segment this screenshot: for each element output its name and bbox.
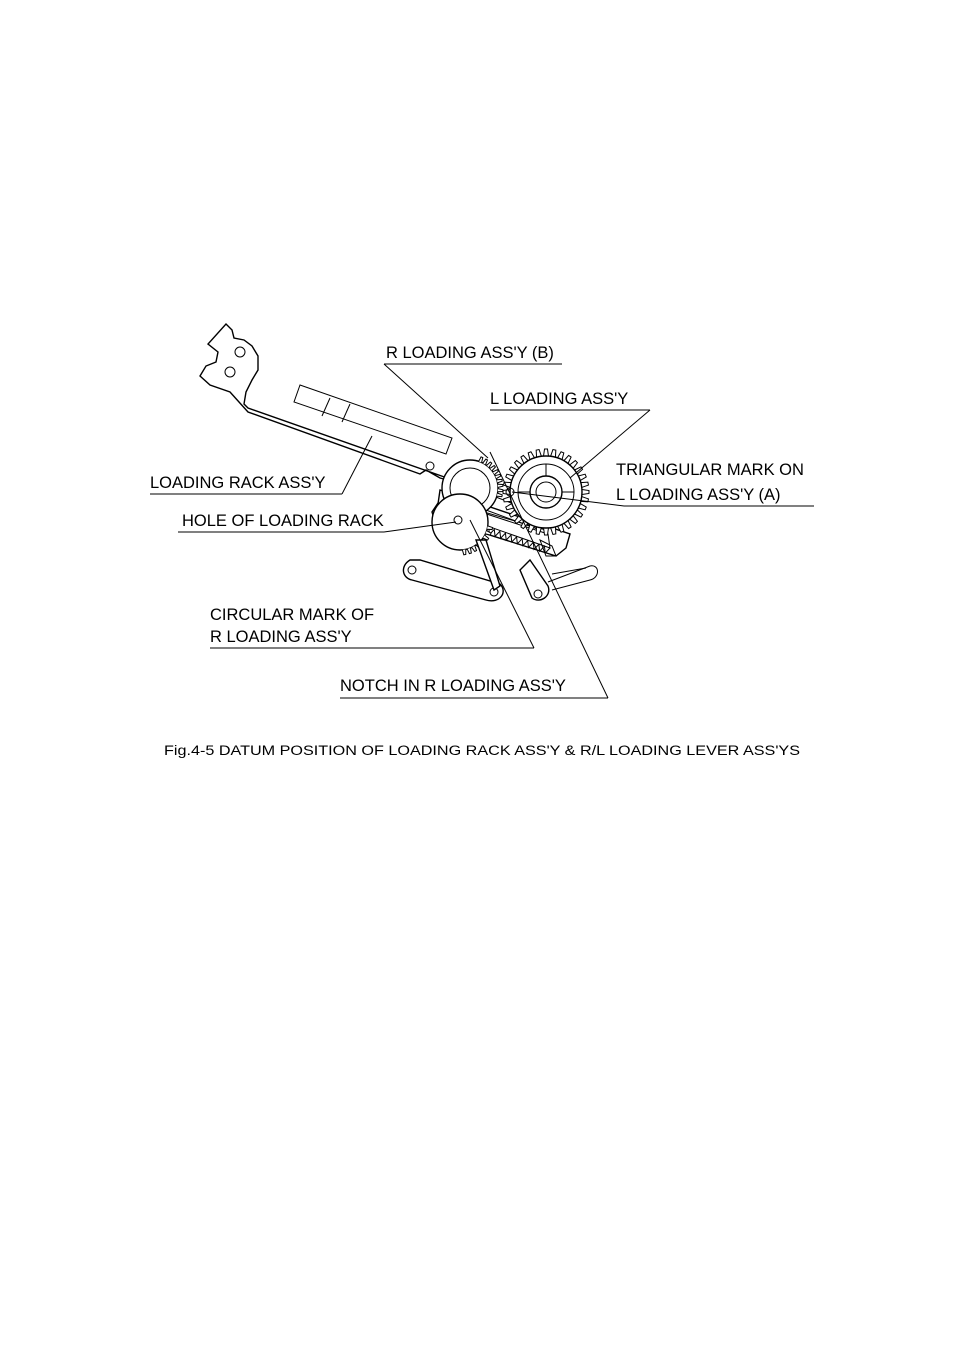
gear-tooth — [497, 479, 502, 483]
label-hole-of-loading-rack: HOLE OF LOADING RACK — [182, 512, 384, 530]
gear-tooth — [497, 493, 502, 497]
gear-tooth — [498, 489, 503, 492]
label-notch: NOTCH IN R LOADING ASS'Y — [340, 677, 566, 695]
label-loading-rack-assy: LOADING RACK ASS'Y — [150, 474, 326, 492]
label-circular-mark-line1: CIRCULAR MARK OF — [210, 606, 375, 624]
gear-tooth — [462, 549, 465, 554]
spring — [548, 566, 598, 590]
gear-tooth — [498, 484, 503, 487]
label-triangular-mark-line1: TRIANGULAR MARK ON — [616, 461, 804, 479]
gear-tooth — [544, 528, 549, 535]
label-triangular-mark-line2: L LOADING ASS'Y (A) — [616, 486, 781, 504]
figure-caption: Fig.4-5 DATUM POSITION OF LOADING RACK ASS'Y & R/L LOADING LEVER ASS'YS — [164, 743, 800, 758]
gear-tooth — [544, 449, 549, 456]
label-circular-mark-line2: R LOADING ASS'Y — [210, 628, 352, 646]
label-l-loading-assy: L LOADING ASS'Y — [490, 390, 629, 408]
rack-long-slot — [294, 385, 452, 454]
label-r-loading-assy-b: R LOADING ASS'Y (B) — [386, 344, 554, 362]
rack-small-hole — [426, 462, 434, 470]
gear-tooth — [582, 490, 589, 495]
